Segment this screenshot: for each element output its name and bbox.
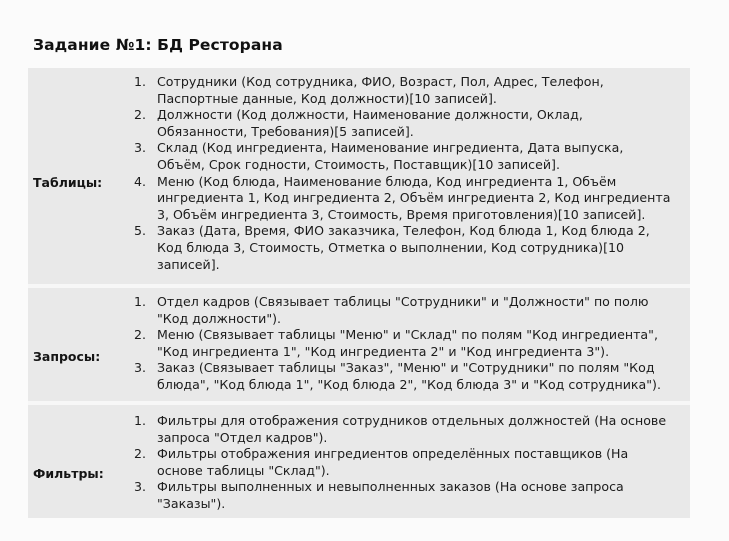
section-label: Запросы: [33,349,101,364]
list-item [132,360,690,393]
list-item-text-line: Заказ (Дата, Время, ФИО заказчика, Телефон, Код блюда 1, Код блюда 2, [157,223,650,239]
list-item [132,413,690,446]
list-item-text-line: Меню (Связывает таблицы "Меню" и "Склад" по полям "Код ингредиента", [157,327,658,343]
list-item-number: 5. [134,223,147,239]
list-item-number: 2. [134,446,147,462]
section-row-filters [28,403,690,518]
list-item-number: 1. [134,74,147,89]
assignment-table [28,68,690,518]
list-item-text-line: Фильтры для отображения сотрудников отдельных должностей (На основе [157,413,667,428]
list-item-text-line: "Код ингредиента 1", "Код ингредиента 2" и "Код ингредиента 3"). [157,343,610,359]
list-item-text-line: основе таблицы "Склад"). [157,462,330,478]
list-item-number: 2. [134,327,147,343]
list-item-text-line: Код блюда 3, Стоимость, Отметка о выполнении, Код сотрудника)[10 [157,239,625,255]
list-item-text-line: "Код должности"). [157,310,282,326]
list-item-text-line: запроса "Отдел кадров"). [157,429,328,445]
section-label: Таблицы: [33,175,103,190]
section-row-tables [28,68,690,286]
list-item-number: 4. [134,173,147,189]
list-item-text-line: Отдел кадров (Связывает таблицы "Сотрудники" и "Должности" по полю [157,294,649,309]
list-item-text-line: Заказ (Связывает таблицы "Заказ", "Меню" и "Сотрудники" по полям "Код [157,360,655,376]
row-separator [28,284,690,288]
list-item-number: 3. [134,360,147,376]
list-item-text-line: "Заказы"). [157,495,226,511]
list-item [132,174,690,224]
row-separator [28,401,690,405]
list-item-text-line: Меню (Код блюда, Наименование блюда, Код ингредиента 1, Объём [157,173,617,189]
list-item-text-line: Склад (Код ингредиента, Наименование ингредиента, Дата выпуска, [157,140,624,156]
section-list [132,413,690,513]
list-item-number: 1. [134,413,147,428]
list-item-text-line: ингредиента 1, Код ингредиента 2, Объём ингредиента 2, Код ингредиента [157,190,671,206]
list-item-text-line: Обязанности, Требования)[5 записей]. [157,123,414,139]
list-item [132,479,690,512]
list-item-text-line: Объём, Срок годности, Стоимость, Поставщик)[10 записей]. [157,156,560,172]
section-label: Фильтры: [33,466,104,481]
list-item [132,327,690,360]
list-item-number: 3. [134,479,147,495]
list-item-text-line: Сотрудники (Код сотрудника, ФИО, Возраст, Пол, Адрес, Телефон, [157,74,604,89]
list-item-number: 3. [134,140,147,156]
list-item-text-line: Фильтры выполненных и невыполненных заказов (На основе запроса [157,479,624,495]
list-item [132,140,690,173]
section-list [132,74,690,273]
list-item-text-line: записей]. [157,256,220,272]
list-item-number: 1. [134,294,147,309]
document-title: Задание №1: БД Ресторана [33,36,283,54]
list-item [132,107,690,140]
list-item [132,446,690,479]
section-row-queries [28,286,690,403]
list-item-text-line: Паспортные данные, Код должности)[10 записей]. [157,90,497,106]
list-item-text-line: Фильтры отображения ингредиентов определённых поставщиков (На [157,446,629,462]
list-item [132,74,690,107]
list-item-number: 2. [134,107,147,123]
list-item-text-line: Должности (Код должности, Наименование должности, Оклад, [157,107,583,123]
list-item [132,294,690,327]
list-item [132,223,690,273]
list-item-text-line: блюда", "Код блюда 1", "Код блюда 2", "Код блюда 3" и "Код сотрудника"). [157,376,661,392]
section-list [132,294,690,394]
list-item-text-line: 3, Объём ингредиента 3, Стоимость, Время приготовления)[10 записей]. [157,206,646,222]
